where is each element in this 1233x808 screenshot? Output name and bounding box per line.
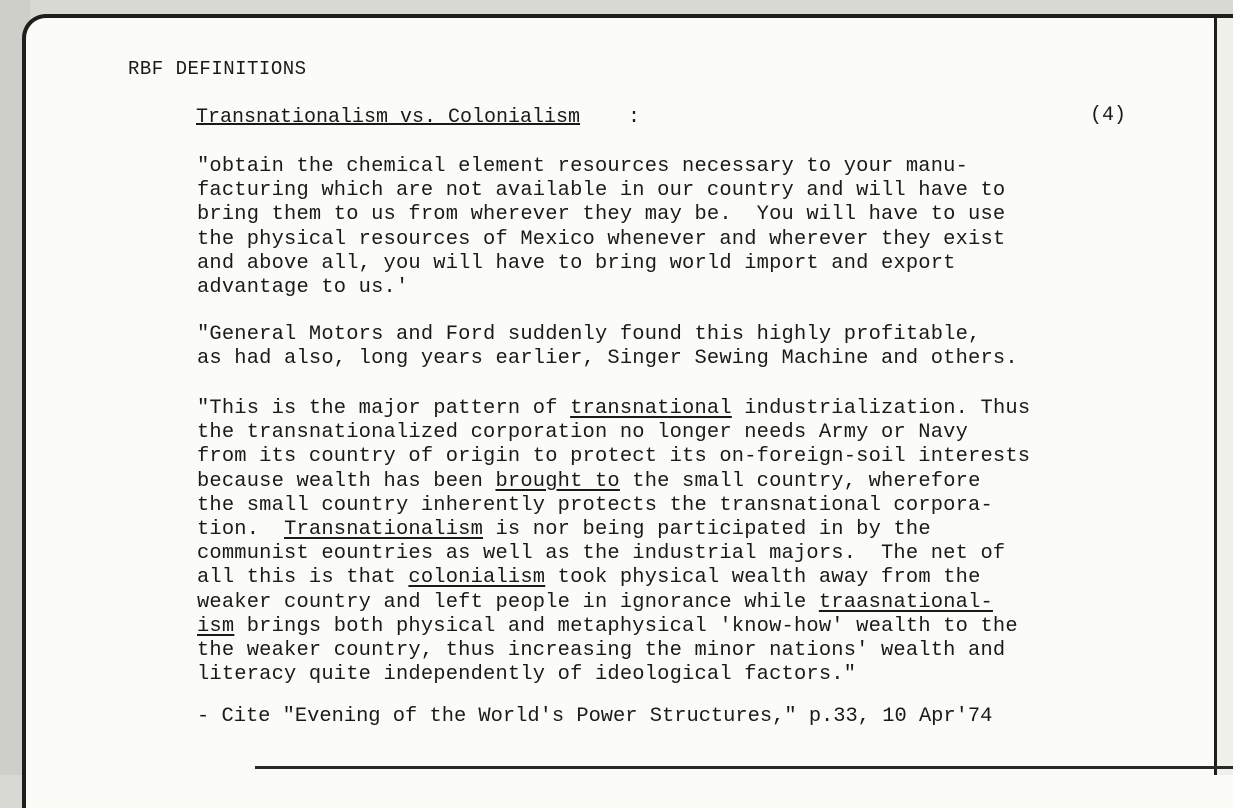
- quote-paragraph-3: [197, 397, 1030, 687]
- entry-title-colon: :: [628, 106, 641, 129]
- document-header: RBF DEFINITIONS: [128, 58, 307, 80]
- entry-title: [196, 106, 580, 129]
- text-run: "This is the major pattern of: [197, 397, 571, 420]
- entry-title-text: Transnationalism vs. Colonialism: [196, 106, 581, 129]
- text-run: the small country, wherefore the small country inherently protects the transnational corpora- tion.: [197, 469, 993, 542]
- next-page-edge: [1217, 18, 1233, 775]
- underlined-term: colonialism: [408, 566, 546, 590]
- underlined-term: brought to: [495, 469, 620, 493]
- underlined-term: ism: [197, 614, 235, 638]
- underlined-term: traasnational-: [818, 590, 993, 614]
- citation: - Cite "Evening of the World's Power Structures," p.33, 10 Apr'74: [197, 705, 993, 728]
- card-right-border: [1214, 18, 1217, 775]
- text-run: brings both physical and metaphysical 'know-how' wealth to the the weaker country, thus increasing the minor nations' wealth and literacy quite independently of ideological factors.": [197, 614, 1018, 687]
- quote-paragraph-2: "General Motors and Ford suddenly found this highly profitable, as had also, long years earlier, Singer Sewing Machine and others.: [197, 323, 1018, 371]
- card-bottom-border: [255, 766, 1233, 769]
- quote-paragraph-1: "obtain the chemical element resources necessary to your manu- facturing which are not available in our country and will have to bring them to us from wherever they may be. You will have to use the physical resources of Mexico whenever and wherever they exist and above all, you will have to bring world import and export advantage to us.': [197, 155, 1006, 300]
- text-run: is nor being participated in by the communist eountries as well as the industrial majors. The net of all this is that: [197, 518, 1006, 590]
- underlined-term: Transnationalism: [284, 518, 484, 542]
- text-run: took physical wealth away from the weaker country and left people in ignorance while: [197, 566, 981, 614]
- text-run: industrialization. Thus the transnationalized corporation no longer needs Army or Navy from its country of origin to protect its on-foreign-soil interests because wealth has been: [197, 397, 1031, 493]
- page-number: (4): [1090, 104, 1127, 127]
- underlined-term: transnational: [570, 397, 732, 420]
